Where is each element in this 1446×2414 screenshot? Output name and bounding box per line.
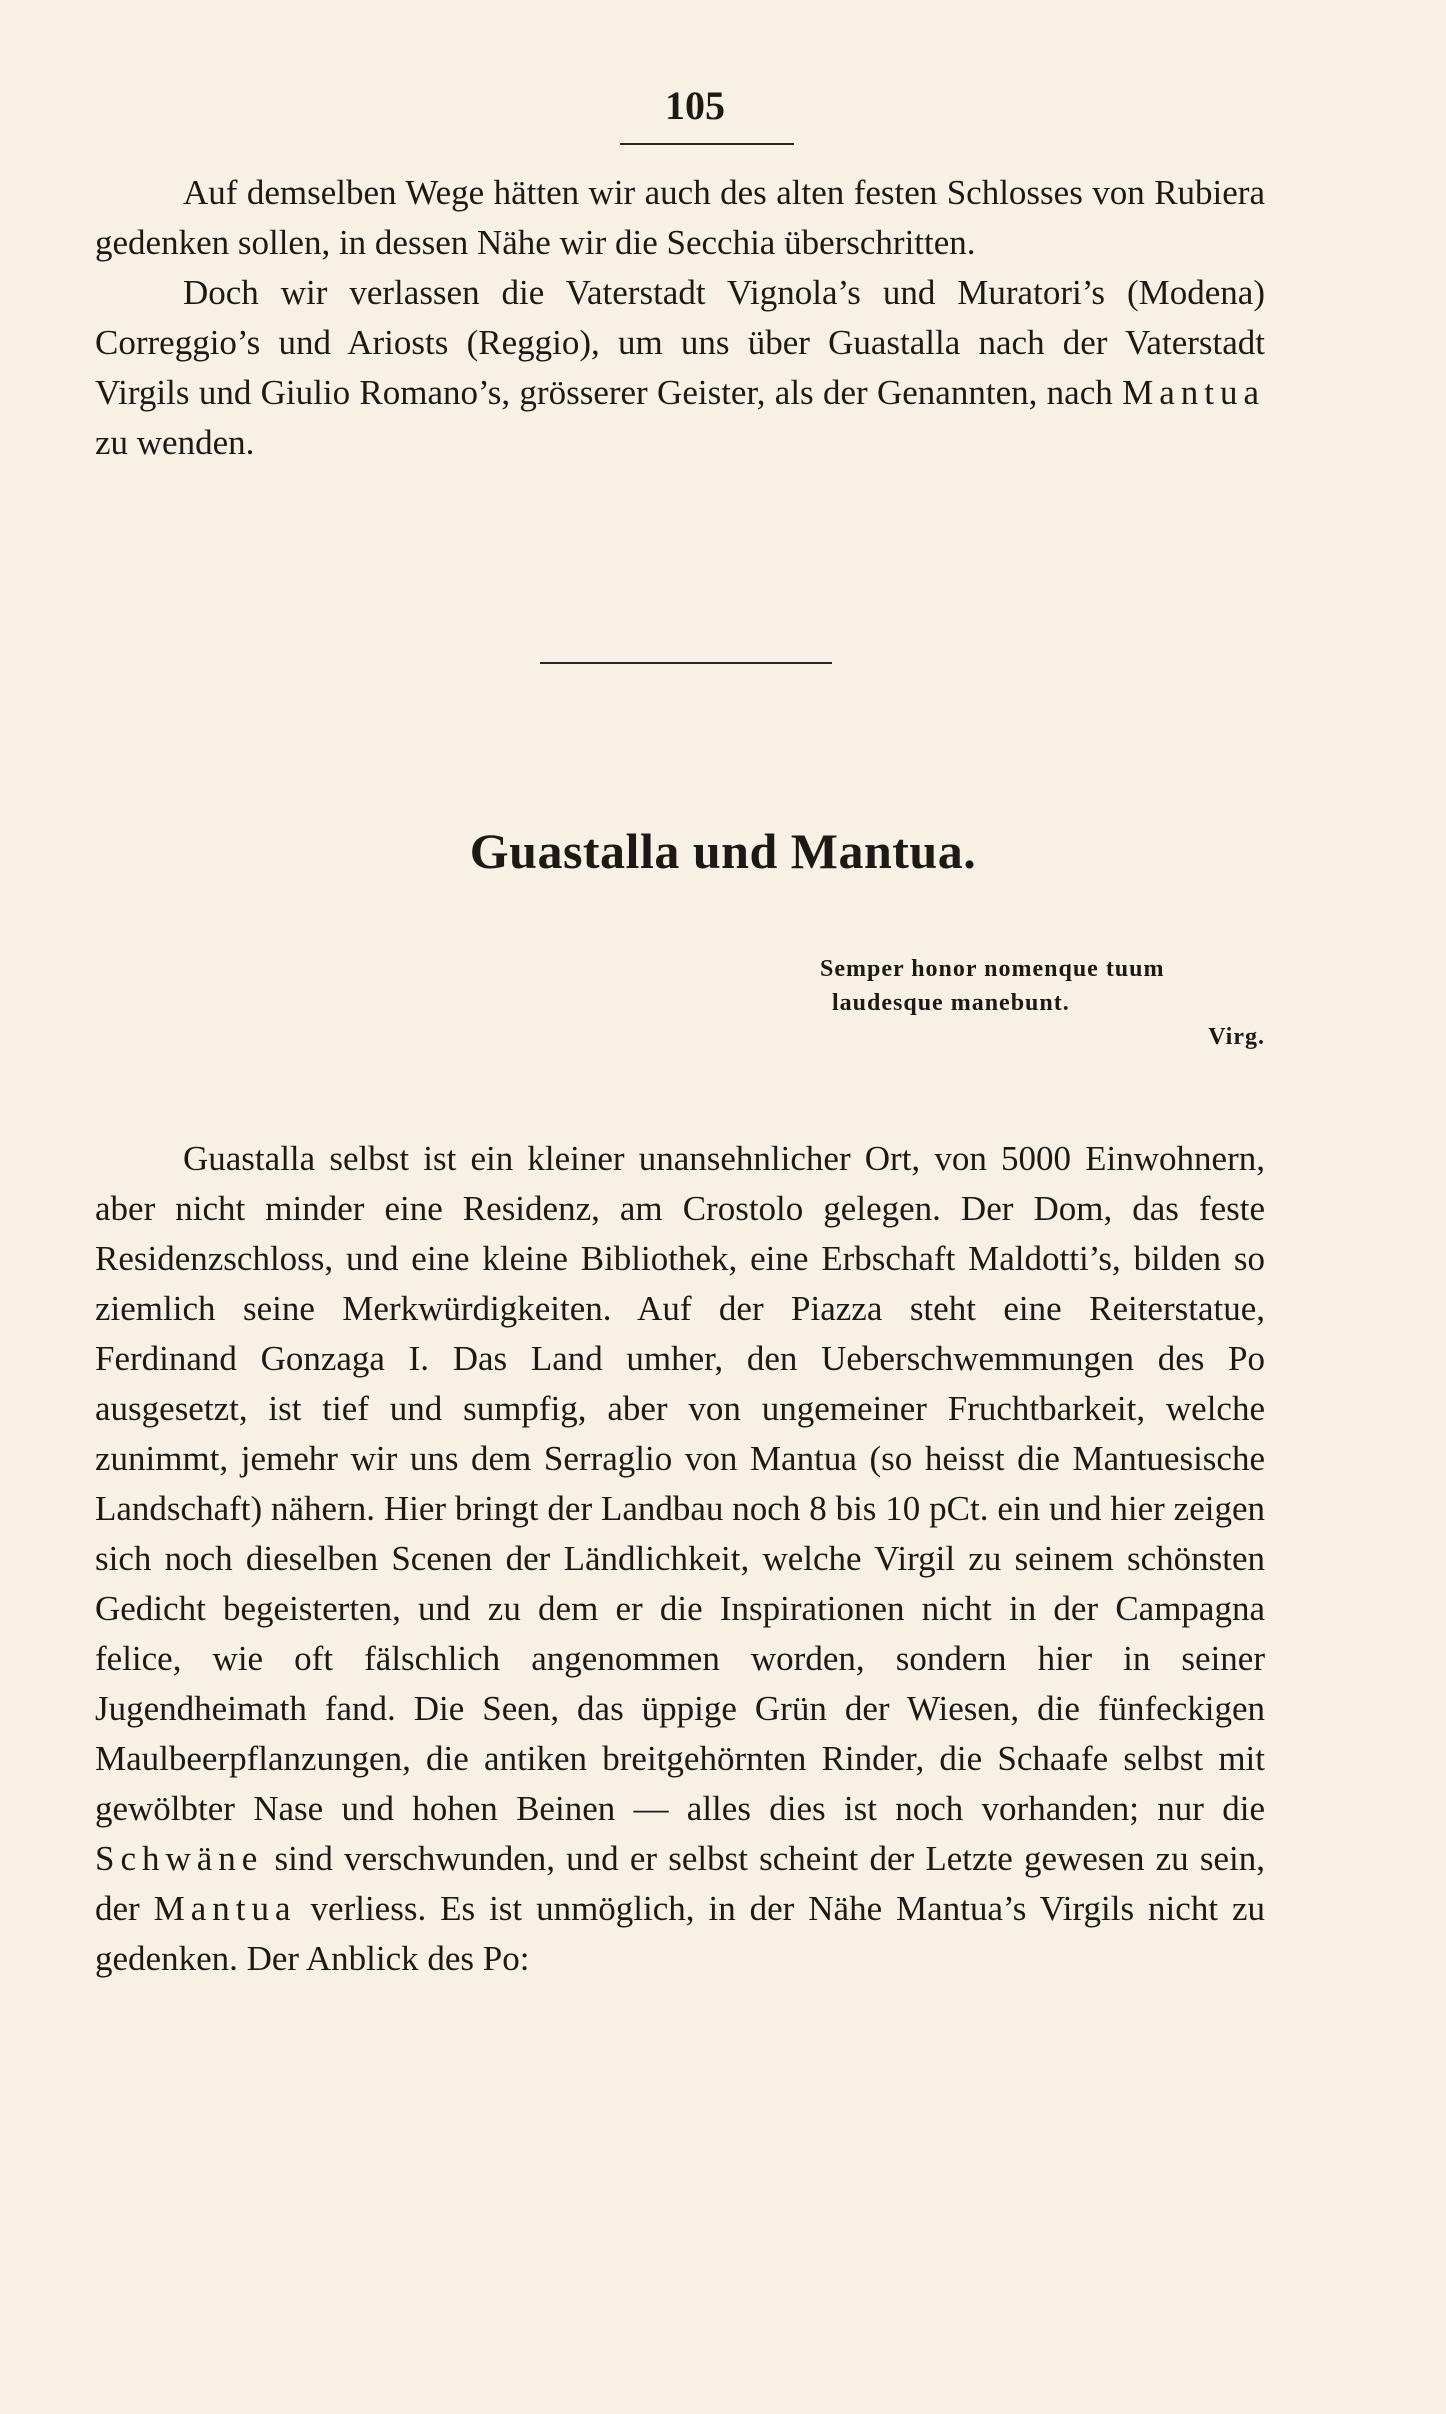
intro-paragraph-2-text: Doch wir verlassen die Vaterstadt Vignola’s und Muratori’s (Modena) Correggio’s und Ariosts (Reggio), um uns über Guastalla nach der Vaterstadt Virgils und Giulio Romano’s, grösserer Geister, als der Genannten, nach <box>95 273 1265 412</box>
page-number-rule <box>620 143 794 145</box>
body-paragraph <box>95 1134 1265 1984</box>
body-text <box>95 1134 1265 1984</box>
intro-paragraph-2 <box>95 268 1265 468</box>
intro-paragraph-2-end: zu wenden. <box>95 423 255 462</box>
epigraph-source: Virg. <box>1208 1024 1265 1050</box>
body-text-part-3: verliess. Es ist unmöglich, in der Nähe Mantua’s Virgils nicht zu gedenken. Der Anblick des Po: <box>95 1889 1266 1978</box>
spaced-word-mantua-2: Mantua <box>153 1889 297 1928</box>
intro-paragraph-1: Auf demselben Wege hätten wir auch des alten festen Schlosses von Rubiera gedenken sollen, in dessen Nähe wir die Secchia überschritten. <box>95 173 1265 262</box>
spaced-word-schwaene: Schwäne <box>95 1839 264 1878</box>
section-title: Guastalla und Mantua. <box>469 823 977 879</box>
page-number: 105 <box>665 83 725 128</box>
epigraph-line-2: laudesque manebunt. <box>832 990 1070 1016</box>
section-divider <box>540 662 832 664</box>
spaced-word-mantua: Mantua <box>1122 373 1265 412</box>
body-text-part-1: Guastalla selbst ist ein kleiner unansehnlicher Ort, von 5000 Einwohnern, aber nicht minder eine Residenz, am Crostolo gelegen. Der Dom, das feste Residenzschloss, und eine kleine Bibliothek, eine Erbschaft Maldotti’s, bilden so ziemlich seine Merkwürdigkeiten. Auf der Piazza steht eine Reiterstatue, Ferdinand Gonzaga I. Das Land umher, den Ueberschwemmungen des Po ausgesetzt, ist tief und sumpfig, aber von ungemeiner Fruchtbarkeit, welche zunimmt, jemehr wir uns dem Serraglio von Mantua (so heisst die Mantuesische Landschaft) nähern. Hier bringt der Landbau noch 8 bis 10 pCt. ein und hier zeigen sich noch dieselben Scenen der Ländlichkeit, welche Virgil zu seinem schönsten Gedicht begeisterten, und zu dem er die Inspirationen nicht in der Campagna felice, wie oft fälschlich angenommen worden, sondern hier in seiner Jugendheimath fand. Die Seen, das üppige Grün der Wiesen, die fünfeckigen Maulbeerpflanzungen, die antiken breitgehörnten Rinder, die Schaafe selbst mit gewölbter Nase und hohen Beinen — alles dies ist noch vorhanden; nur die <box>95 1139 1265 1828</box>
epigraph <box>820 952 1270 1054</box>
epigraph-line-1: Semper honor nomenque tuum <box>820 956 1165 982</box>
body-text-part-2: sind verschwunden, und er selbst scheint der Letzte gewesen zu sein, der <box>95 1839 1265 1928</box>
intro-text <box>95 168 1265 468</box>
